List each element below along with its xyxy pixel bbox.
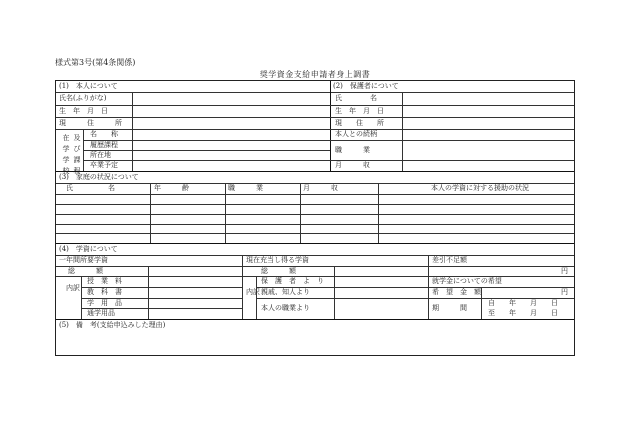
graduation-label: 卒業予定 bbox=[90, 161, 118, 169]
birthdate-label: 生 年 月 日 bbox=[59, 107, 108, 115]
hope-amount-yen: 円 bbox=[561, 288, 568, 296]
form-frame bbox=[55, 80, 575, 356]
shortage-yen: 円 bbox=[561, 267, 568, 275]
school-supplies-label: 学 用 品 bbox=[87, 299, 122, 307]
from-guardian-label: 保 護 者 よ り bbox=[261, 277, 324, 285]
family-col-occupation: 職 業 bbox=[228, 184, 263, 192]
section4-heading: (4) 学資について bbox=[59, 245, 118, 253]
from-relatives-label: 親戚、知人より bbox=[261, 288, 310, 296]
family-col-age: 年 齢 bbox=[154, 184, 189, 192]
address-label: 現 住 所 bbox=[59, 119, 122, 127]
hope-label: 就学金についての希望 bbox=[432, 277, 502, 285]
guardian-occupation-label: 職 業 bbox=[335, 146, 370, 154]
family-col-name: 氏 名 bbox=[66, 184, 115, 192]
guardian-address-label: 現 住 所 bbox=[335, 119, 384, 127]
school-name-label: 名 称 bbox=[90, 130, 118, 138]
guardian-birthdate-label: 生 年 月 日 bbox=[335, 107, 384, 115]
commute-supplies-label: 通学用品 bbox=[87, 309, 115, 317]
section1-heading: (1) 本人について bbox=[59, 82, 118, 90]
annual-cost-label: 一年間所要学資 bbox=[59, 256, 108, 264]
section5-heading: (5) 備 考(支給申込みした理由) bbox=[59, 321, 166, 329]
period-label: 期 間 bbox=[432, 304, 467, 312]
family-col-support: 本人の学資に対する援助の状況 bbox=[431, 184, 529, 192]
name-kana-label: 氏名(ふりがな) bbox=[59, 94, 107, 102]
guardian-relation-label: 本人との続柄 bbox=[335, 130, 377, 138]
mid-breakdown-label: 内訳 bbox=[246, 288, 260, 296]
period-from: 自 年 月 日 bbox=[488, 299, 558, 307]
section3-heading: (3) 家庭の状況について bbox=[59, 173, 139, 181]
shortage-label: 差引不足額 bbox=[432, 256, 467, 264]
from-own-work-label: 本人の職業より bbox=[261, 304, 310, 312]
section2-heading: (2) 保護者について bbox=[333, 82, 399, 90]
available-funds-label: 現在充当し得る学資 bbox=[246, 256, 309, 264]
document-title: 奨学資金支給申請者身上調書 bbox=[259, 70, 371, 79]
school-location-label: 所在地 bbox=[90, 151, 111, 159]
textbook-label: 教 科 書 bbox=[87, 288, 122, 296]
guardian-name-label: 氏 名 bbox=[335, 94, 377, 102]
guardian-income-label: 月 収 bbox=[335, 161, 370, 169]
school-group-label-1: 在学学校 bbox=[62, 134, 70, 175]
left-breakdown-label: 内訳 bbox=[66, 284, 80, 292]
period-to: 至 年 月 日 bbox=[488, 309, 558, 317]
school-group-label-2: 及び課程 bbox=[73, 134, 81, 175]
school-course-label: 履歴課程 bbox=[90, 141, 118, 149]
tuition-label: 授 業 料 bbox=[87, 277, 122, 285]
hope-amount-label: 希 望 金 額 bbox=[432, 288, 481, 296]
mid-total-label: 総 額 bbox=[261, 267, 296, 275]
left-total-label: 総 額 bbox=[68, 267, 103, 275]
family-col-income: 月 収 bbox=[303, 184, 338, 192]
form-number: 様式第3号(第4条関係) bbox=[55, 58, 136, 67]
